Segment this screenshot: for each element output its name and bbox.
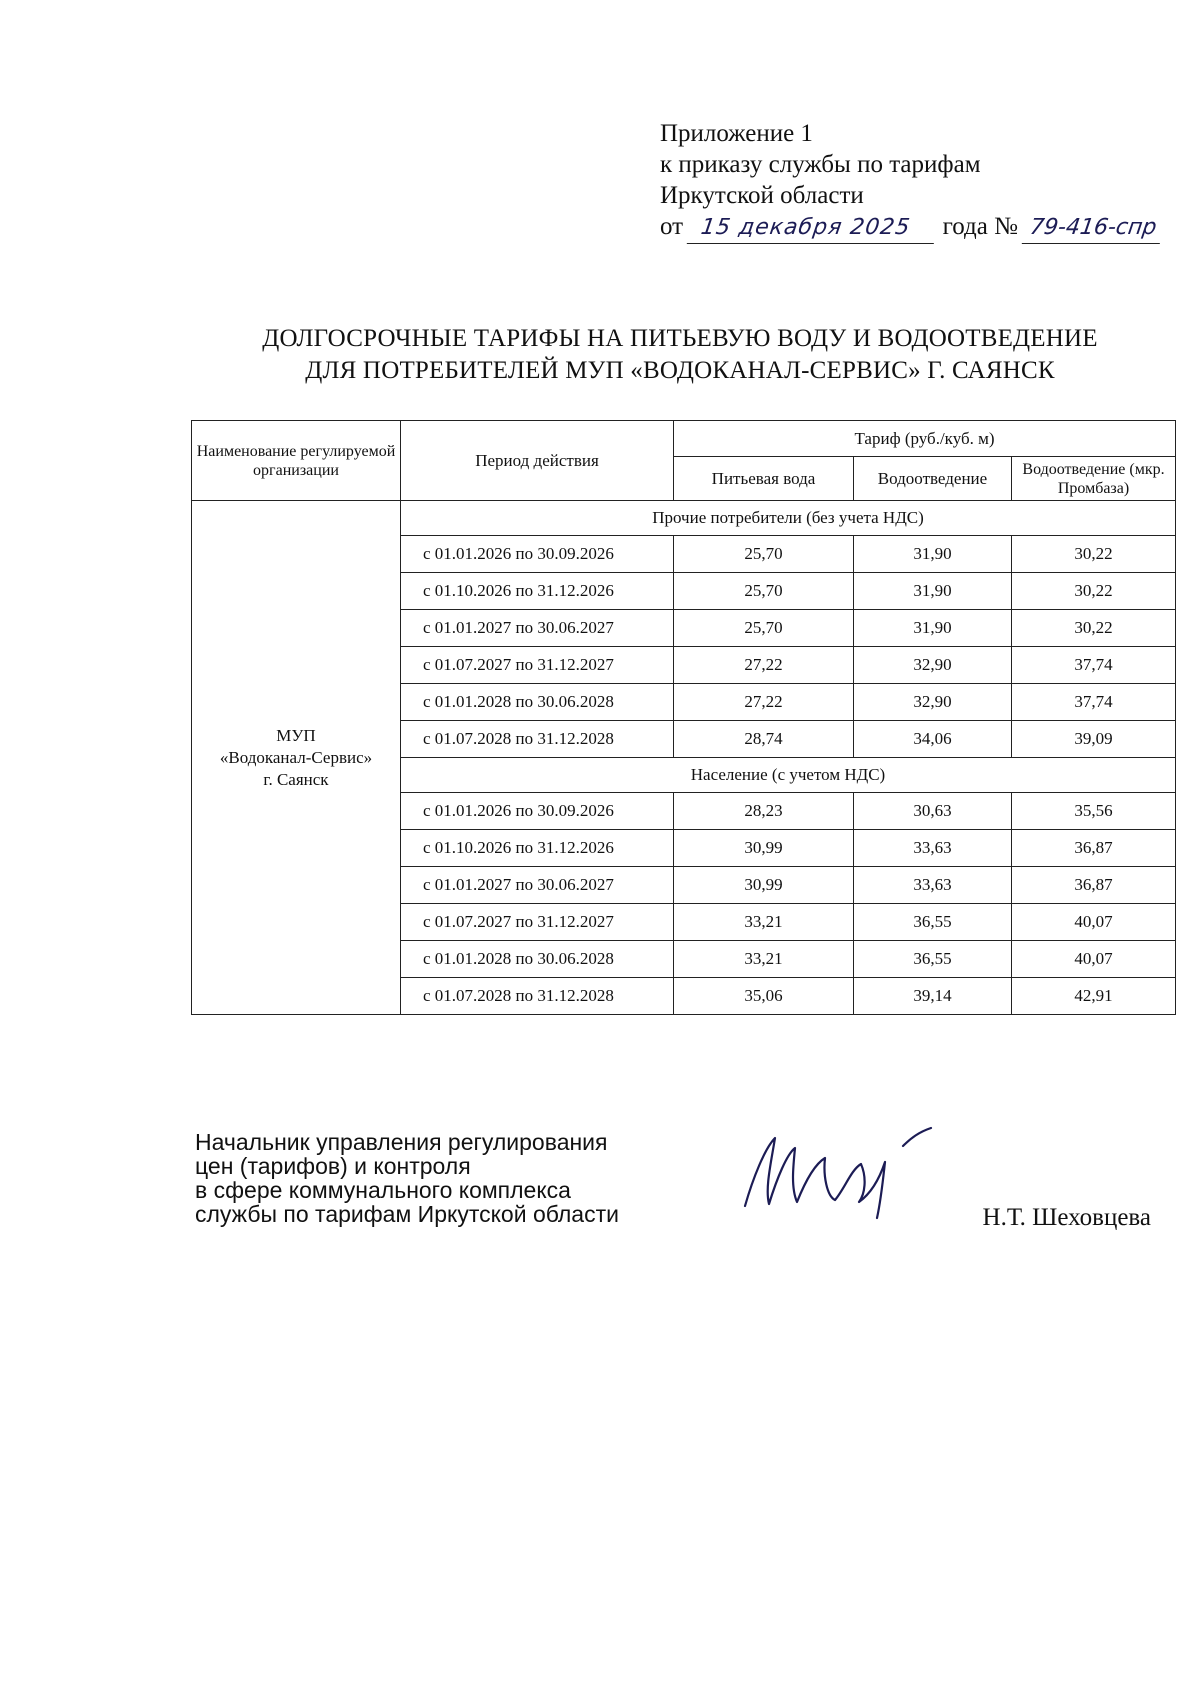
- title-line-2: ДЛЯ ПОТРЕБИТЕЛЕЙ МУП «ВОДОКАНАЛ-СЕРВИС» Г. САЯНСК: [305, 357, 1055, 384]
- group-label-population: Население (с учетом НДС): [401, 758, 1176, 793]
- period-cell: с 01.01.2027 по 30.06.2027: [401, 867, 674, 904]
- sewer-prom-cell: 37,74: [1012, 647, 1176, 684]
- header-period: Период действия: [401, 421, 674, 501]
- period-cell: с 01.07.2028 по 31.12.2028: [401, 721, 674, 758]
- period-cell: с 01.01.2028 по 30.06.2028: [401, 684, 674, 721]
- water-cell: 33,21: [674, 941, 854, 978]
- organization-line-2: «Водоканал-Сервис»: [219, 747, 373, 767]
- sewer-cell: 33,63: [854, 867, 1012, 904]
- header-water: Питьевая вода: [674, 457, 854, 501]
- sewer-cell: 33,63: [854, 830, 1012, 867]
- header-organization: Наименование регулируемой организации: [192, 421, 401, 501]
- period-cell: с 01.10.2026 по 31.12.2026: [401, 573, 674, 610]
- appendix-line-3: Иркутской области: [660, 182, 864, 209]
- signatory-role: [195, 1130, 715, 1226]
- signatory-name: Н.Т. Шеховцева: [982, 1204, 1151, 1231]
- role-line-2: цен (тарифов) и контроля: [195, 1153, 471, 1179]
- period-cell: с 01.07.2027 по 31.12.2027: [401, 904, 674, 941]
- header-sewer-prom: Водоотведение (мкр. Промбаза): [1012, 457, 1176, 501]
- sewer-prom-cell: 30,22: [1012, 573, 1176, 610]
- organization-line-3: г. Саянск: [263, 769, 329, 789]
- water-cell: 33,21: [674, 904, 854, 941]
- sewer-cell: 36,55: [854, 941, 1012, 978]
- sewer-prom-cell: 39,09: [1012, 721, 1176, 758]
- role-line-1: Начальник управления регулирования: [195, 1129, 608, 1155]
- date-prefix: от: [660, 213, 684, 240]
- sewer-prom-cell: 35,56: [1012, 793, 1176, 830]
- period-cell: с 01.01.2028 по 30.06.2028: [401, 941, 674, 978]
- organization-line-1: МУП: [276, 725, 316, 745]
- appendix-date-line: [660, 211, 1180, 244]
- handwritten-date: 15 декабря 2025: [687, 212, 938, 244]
- appendix-header: [660, 118, 1180, 244]
- sewer-cell: 34,06: [854, 721, 1012, 758]
- sewer-cell: 31,90: [854, 610, 1012, 647]
- sewer-prom-cell: 36,87: [1012, 830, 1176, 867]
- sewer-prom-cell: 36,87: [1012, 867, 1176, 904]
- water-cell: 35,06: [674, 978, 854, 1015]
- group-label-other: Прочие потребители (без учета НДС): [401, 501, 1176, 536]
- year-number-label: года №: [942, 213, 1018, 240]
- appendix-line-2: к приказу службы по тарифам: [660, 151, 981, 178]
- sewer-prom-cell: 30,22: [1012, 610, 1176, 647]
- sewer-prom-cell: 30,22: [1012, 536, 1176, 573]
- water-cell: 28,23: [674, 793, 854, 830]
- period-cell: с 01.07.2028 по 31.12.2028: [401, 978, 674, 1015]
- handwritten-signature: [735, 1118, 945, 1228]
- period-cell: с 01.01.2026 по 30.09.2026: [401, 793, 674, 830]
- water-cell: 25,70: [674, 536, 854, 573]
- sewer-prom-cell: 40,07: [1012, 904, 1176, 941]
- water-cell: 25,70: [674, 573, 854, 610]
- signature-block: [195, 1130, 1175, 1240]
- water-cell: 27,22: [674, 684, 854, 721]
- sewer-prom-cell: 37,74: [1012, 684, 1176, 721]
- document-title: [180, 323, 1180, 387]
- role-line-3: в сфере коммунального комплекса: [195, 1177, 571, 1203]
- header-tariff: Тариф (руб./куб. м): [674, 421, 1176, 457]
- water-cell: 27,22: [674, 647, 854, 684]
- role-line-4: службы по тарифам Иркутской области: [195, 1201, 619, 1227]
- sewer-cell: 31,90: [854, 573, 1012, 610]
- tariff-table: [191, 420, 1176, 1015]
- period-cell: с 01.10.2026 по 31.12.2026: [401, 830, 674, 867]
- appendix-line-1: Приложение 1: [660, 120, 813, 147]
- sewer-cell: 30,63: [854, 793, 1012, 830]
- period-cell: с 01.01.2027 по 30.06.2027: [401, 610, 674, 647]
- organization-cell: [192, 501, 401, 1015]
- water-cell: 30,99: [674, 867, 854, 904]
- handwritten-order-number: 79-416-спр: [1022, 212, 1165, 244]
- sewer-cell: 39,14: [854, 978, 1012, 1015]
- sewer-cell: 32,90: [854, 647, 1012, 684]
- sewer-cell: 36,55: [854, 904, 1012, 941]
- sewer-prom-cell: 42,91: [1012, 978, 1176, 1015]
- period-cell: с 01.01.2026 по 30.09.2026: [401, 536, 674, 573]
- sewer-cell: 31,90: [854, 536, 1012, 573]
- sewer-cell: 32,90: [854, 684, 1012, 721]
- water-cell: 28,74: [674, 721, 854, 758]
- period-cell: с 01.07.2027 по 31.12.2027: [401, 647, 674, 684]
- title-line-1: ДОЛГОСРОЧНЫЕ ТАРИФЫ НА ПИТЬЕВУЮ ВОДУ И ВОДООТВЕДЕНИЕ: [262, 325, 1098, 352]
- sewer-prom-cell: 40,07: [1012, 941, 1176, 978]
- header-sewer: Водоотведение: [854, 457, 1012, 501]
- water-cell: 25,70: [674, 610, 854, 647]
- water-cell: 30,99: [674, 830, 854, 867]
